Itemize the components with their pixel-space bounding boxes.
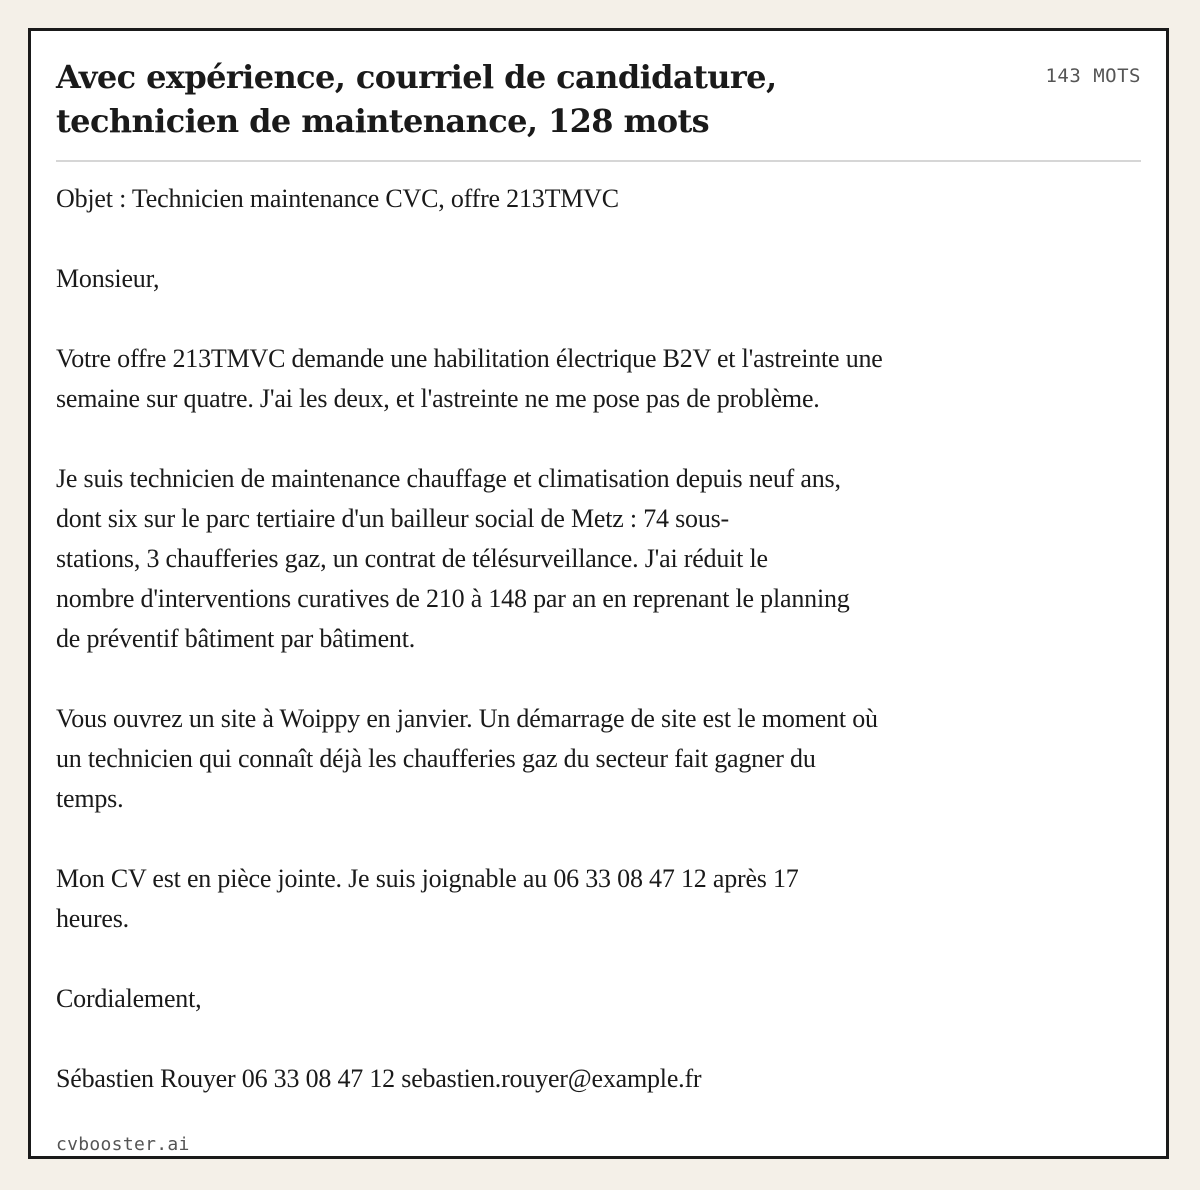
letter-salutation <box>56 259 1056 299</box>
paragraph-line: semaine sur quatre. J'ai les deux, et l'astreinte ne me pose pas de problème. <box>56 384 820 413</box>
letter-paragraph-2 <box>56 459 1056 659</box>
word-count-badge: 143 MOTS <box>1045 65 1141 87</box>
paragraph-line: de préventif bâtiment par bâtiment. <box>56 624 416 653</box>
letter-paragraph-4 <box>56 859 1056 939</box>
closing-line: Cordialement, <box>56 984 202 1013</box>
signature-line: Sébastien Rouyer 06 33 08 47 12 sebastien.rouyer@example.fr <box>56 1064 702 1093</box>
salutation-line: Monsieur, <box>56 264 160 293</box>
title-line-2: technicien de maintenance, 128 mots <box>56 102 710 140</box>
paragraph-line: Votre offre 213TMVC demande une habilitation électrique B2V et l'astreinte une <box>56 344 883 373</box>
paragraph-line: un technicien qui connaît déjà les chaufferies gaz du secteur fait gagner du <box>56 744 816 773</box>
letter-subject <box>56 179 1056 219</box>
footer-brand: cvbooster.ai <box>56 1134 190 1155</box>
header-divider <box>56 160 1141 162</box>
paragraph-line: temps. <box>56 784 124 813</box>
letter-paragraph-1 <box>56 339 1056 419</box>
paragraph-line: nombre d'interventions curatives de 210 à 148 par an en reprenant le planning <box>56 584 850 613</box>
letter-paragraph-3 <box>56 699 1056 819</box>
paragraph-line: Je suis technicien de maintenance chauffage et climatisation depuis neuf ans, <box>56 464 841 493</box>
paragraph-line: Vous ouvrez un site à Woippy en janvier. Un démarrage de site est le moment où <box>56 704 878 733</box>
subject-line: Objet : Technicien maintenance CVC, offre 213TMVC <box>56 184 619 213</box>
title-line-1: Avec expérience, courriel de candidature, <box>56 58 777 96</box>
paragraph-line: Mon CV est en pièce jointe. Je suis joignable au 06 33 08 47 12 après 17 <box>56 864 799 893</box>
paragraph-line: heures. <box>56 904 129 933</box>
paragraph-line: dont six sur le parc tertiaire d'un bailleur social de Metz : 74 sous- <box>56 504 729 533</box>
page-title <box>56 55 856 143</box>
letter-body <box>56 179 1056 1139</box>
letter-card <box>28 28 1169 1159</box>
letter-signature <box>56 1059 1056 1099</box>
letter-closing <box>56 979 1056 1019</box>
paragraph-line: stations, 3 chaufferies gaz, un contrat de télésurveillance. J'ai réduit le <box>56 544 768 573</box>
